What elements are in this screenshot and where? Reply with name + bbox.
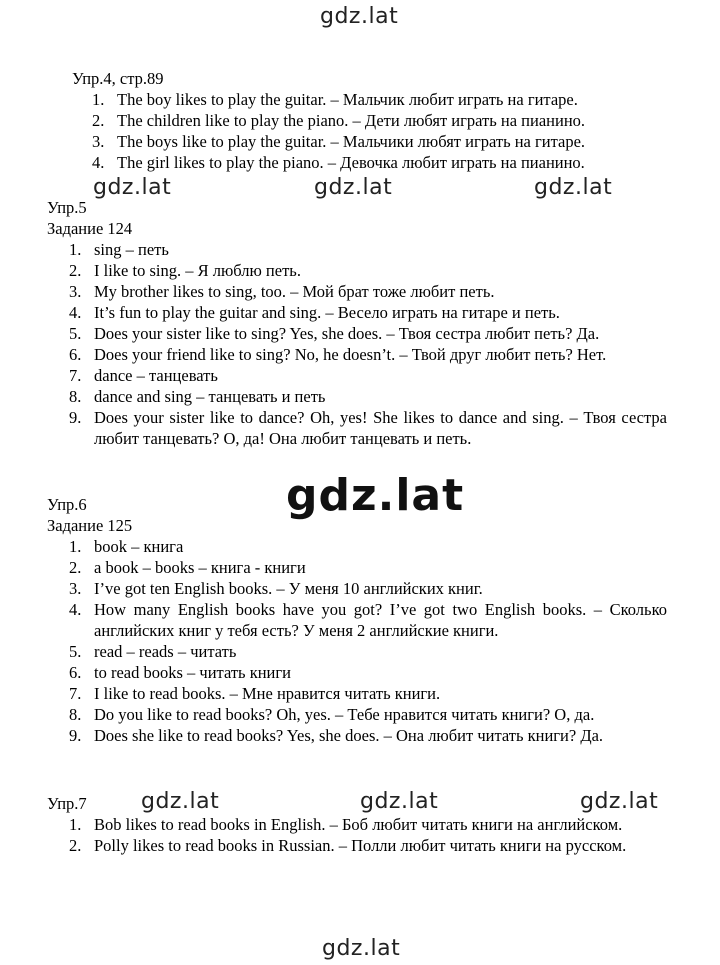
exercise-6-list [47,536,667,746]
list-item: 8. Do you like to read books? Oh, yes. – Тебе нравится читать книги? О, да. [69,705,595,724]
list-item: 1. book – книга [69,537,184,556]
list-item: 2. The children like to play the piano. – Дети любят играть на пианино. [92,111,586,130]
exercise-7-list [47,814,667,856]
list-item: 3. I’ve got ten English books. – У меня 10 английских книг. [69,579,483,598]
list-item: 2. Polly likes to read books in Russian. – Полли любит читать книги на русском. [69,836,627,855]
list-item: 5. Does your sister like to sing? Yes, she does. – Твоя сестра любит петь? Да. [69,324,600,343]
exercise-5-subtitle: Задание 124 [47,219,133,238]
list-item: 9. Does she like to read books? Yes, she does. – Она любит читать книги? Да. [69,726,604,745]
exercise-6-title: Упр.6 [47,495,87,514]
list-item: 4. The girl likes to play the piano. – Девочка любит играть на пианино. [92,153,585,172]
exercise-6-subtitle: Задание 125 [47,516,133,535]
list-item: 8. dance and sing – танцевать и петь [69,387,326,406]
exercise-5-title: Упр.5 [47,198,87,217]
list-item: 1. sing – петь [69,240,169,259]
list-item: 3. My brother likes to sing, too. – Мой брат тоже любит петь. [69,282,495,301]
list-item: 5. read – reads – читать [69,642,237,661]
exercise-7-title: Упр.7 [47,794,87,813]
list-item: 2. a book – books – книга - книги [69,558,306,577]
watermark-row2-right: gdz.lat [580,789,659,814]
watermark-row1-center: gdz.lat [314,175,393,200]
exercise-4-title: Упр.4, стр.89 [72,69,164,88]
list-item: 4. It’s fun to play the guitar and sing. – Весело играть на гитаре и петь. [69,303,560,322]
exercise-4-list [70,89,672,173]
list-item: 2. I like to sing. – Я люблю петь. [69,261,301,280]
list-item: 1. Bob likes to read books in English. – Боб любит читать книги на английском. [69,815,623,834]
watermark-top: gdz.lat [320,4,399,29]
list-item: 7. I like to read books. – Мне нравится читать книги. [69,684,441,703]
exercise-5 [47,197,667,449]
list-item: 1. The boy likes to play the guitar. – Мальчик любит играть на гитаре. [92,90,578,109]
list-item: 3. The boys like to play the guitar. – Мальчики любят играть на гитаре. [92,132,586,151]
list-item: 6. Does your friend like to sing? No, he doesn’t. – Твой друг любит петь? Нет. [69,345,607,364]
exercise-5-list [47,239,667,449]
exercise-4 [72,68,672,173]
watermark-large-center: gdz.lat [286,470,465,521]
list-item: 4. How many English books have you got? I’ve got two English books. – Сколько английских книг у тебя есть? У меня 2 английские книги. [69,600,667,640]
exercise-6 [47,494,667,746]
list-item: 7. dance – танцевать [69,366,218,385]
watermark-bottom: gdz.lat [322,936,401,961]
watermark-row1-left: gdz.lat [93,175,172,200]
exercise-7 [47,793,667,856]
watermark-row2-left: gdz.lat [141,789,220,814]
watermark-row2-center: gdz.lat [360,789,439,814]
list-item: 9. Does your sister like to dance? Oh, yes! She likes to dance and sing. – Твоя сестра любит танцевать? О, да! Она любит танцевать и петь. [69,408,667,448]
list-item: 6. to read books – читать книги [69,663,291,682]
watermark-row1-right: gdz.lat [534,175,613,200]
